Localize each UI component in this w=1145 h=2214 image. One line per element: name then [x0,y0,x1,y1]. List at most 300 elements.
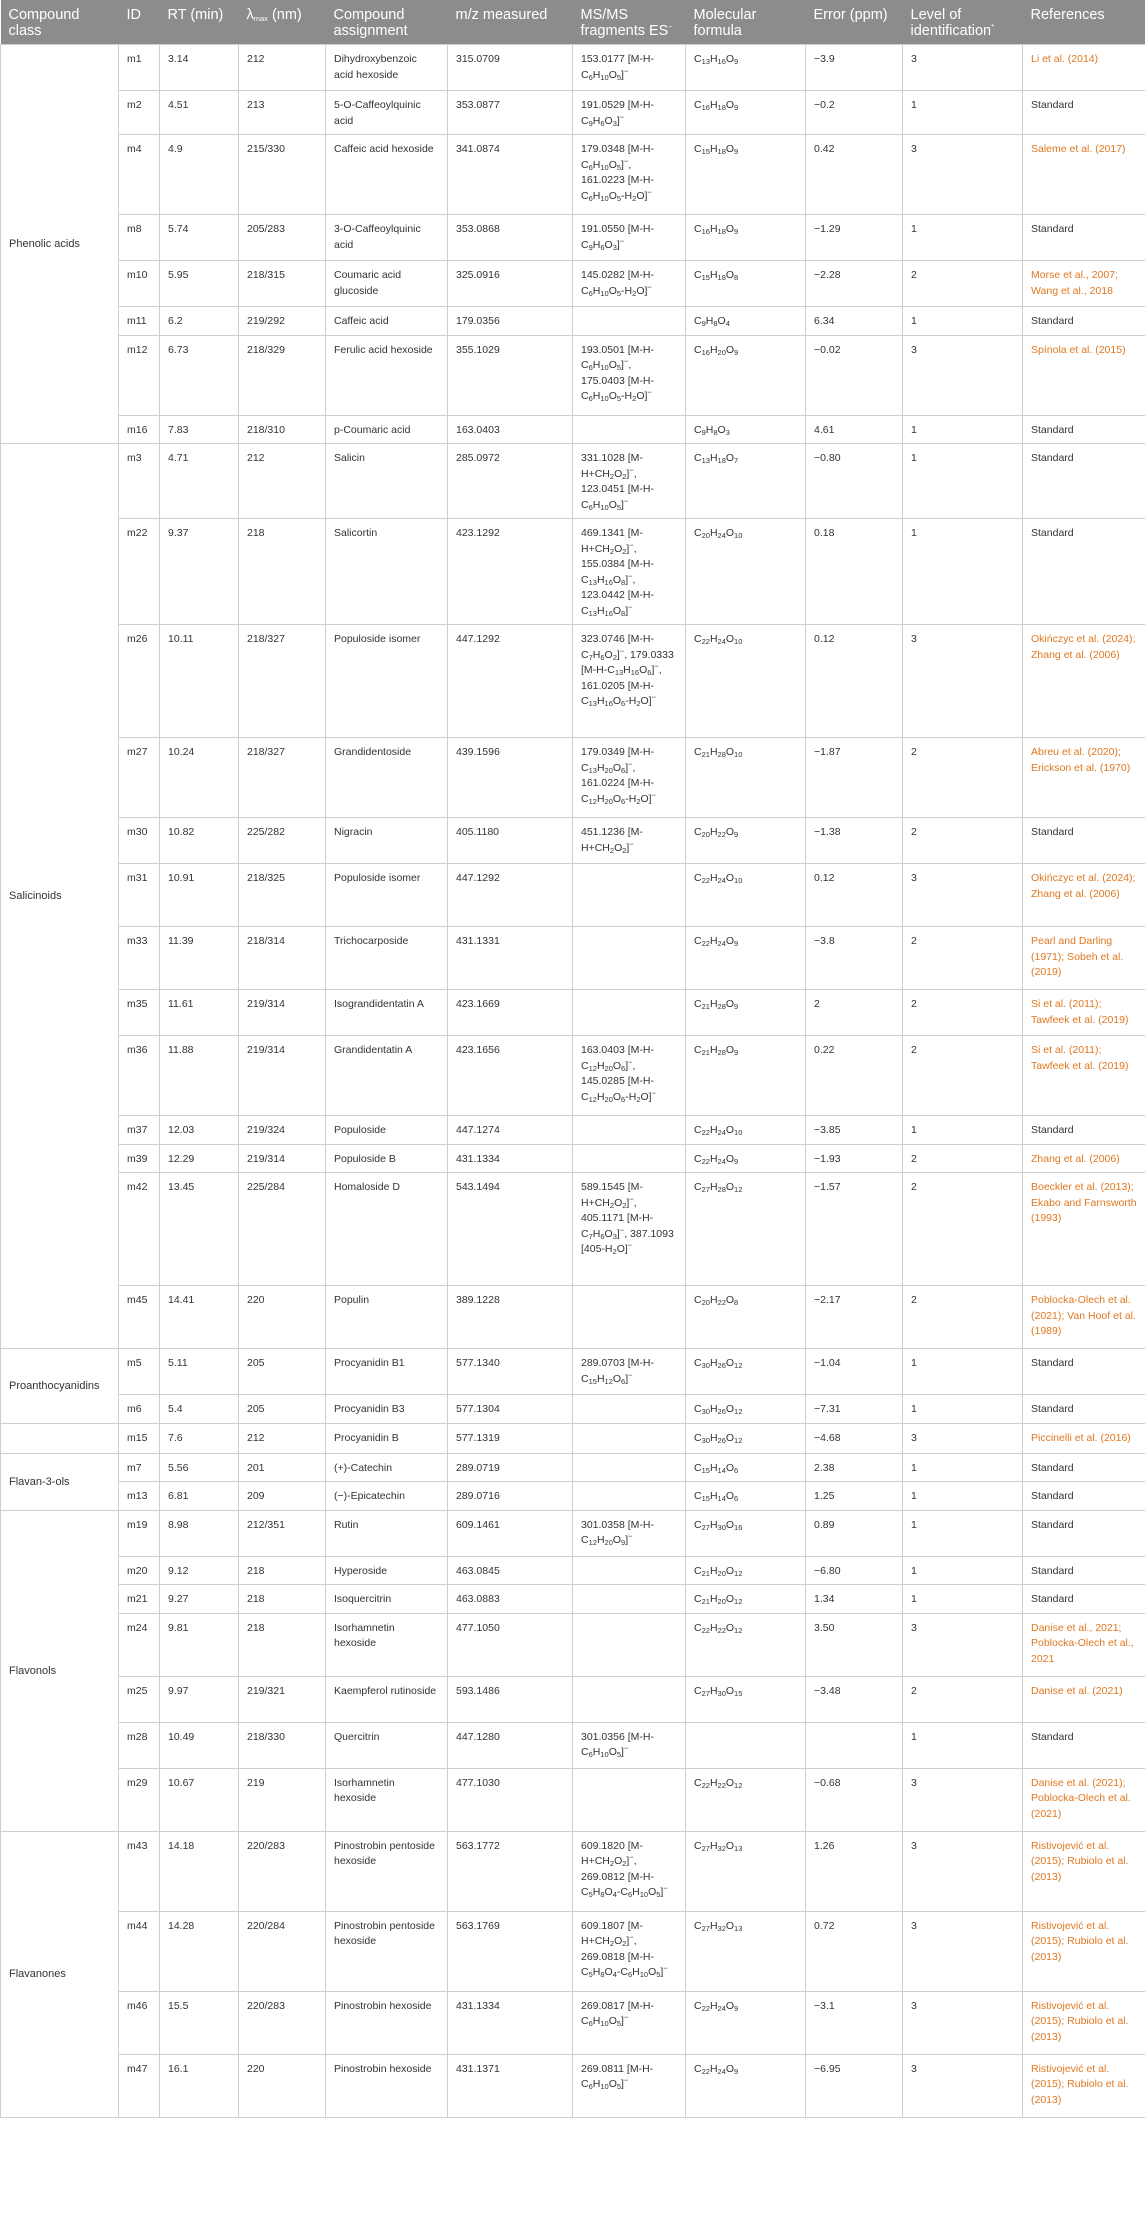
cell-msms-fragments [573,307,686,336]
cell-level: 2 [903,927,1023,990]
cell-id: m5 [119,1349,160,1395]
table-row [1,927,1145,990]
cell-id: m35 [119,990,160,1036]
cell-formula: $C_{22}H_{24}O_9$ [686,1991,806,2054]
cell-level: 3 [903,1613,1023,1676]
cell-id: m26 [119,625,160,738]
cell-lambda-max: 218 [239,1613,326,1676]
cell-reference: Li et al. (2014) [1023,45,1145,91]
cell-id: m2 [119,91,160,135]
cell-compound-class: Phenolic acids [1,45,119,444]
cell-reference: Danise et al. (2021) [1023,1676,1145,1722]
cell-error: −1.87 [806,738,903,818]
cell-reference: Standard [1023,1395,1145,1424]
cell-msms-fragments [573,1423,686,1453]
cell-rt: 6.2 [160,307,239,336]
cell-mz: 353.0868 [448,215,573,261]
cell-id: m21 [119,1585,160,1614]
table-row [1,335,1145,415]
cell-lambda-max: 212 [239,444,326,519]
cell-formula: $C_{22}H_{24}O_{10}$ [686,864,806,927]
cell-mz: 477.1050 [448,1613,573,1676]
cell-rt: 14.18 [160,1831,239,1911]
cell-mz: 355.1029 [448,335,573,415]
cell-assignment: Trichocarposide [326,927,448,990]
cell-lambda-max: 220 [239,2054,326,2117]
cell-lambda-max: 219 [239,1768,326,1831]
cell-reference: Okińczyc et al. (2024); Zhang et al. (2006) [1023,625,1145,738]
cell-mz: 463.0883 [448,1585,573,1614]
cell-id: m29 [119,1768,160,1831]
table-row [1,1173,1145,1286]
cell-formula: $C_{27}H_{30}O_{15}$ [686,1676,806,1722]
cell-reference: Pearl and Darling (1971); Sobeh et al. (2019) [1023,927,1145,990]
cell-assignment: (−)-Epicatechin [326,1482,448,1511]
table-row [1,444,1145,519]
cell-reference: Spínola et al. (2015) [1023,335,1145,415]
cell-error: −2.28 [806,261,903,307]
cell-msms-fragments: 289.0703 $[M-H-C_{15}H_{12}O_6]^-$ [573,1349,686,1395]
cell-assignment: Pinostrobin hexoside [326,2054,448,2117]
cell-mz: 543.1494 [448,1173,573,1286]
cell-assignment: Isograndidentatin A [326,990,448,1036]
cell-assignment: Procyanidin B [326,1423,448,1453]
cell-level: 1 [903,1585,1023,1614]
cell-id: m28 [119,1722,160,1768]
cell-reference: Si et al. (2011); Tawfeek et al. (2019) [1023,990,1145,1036]
cell-level: 3 [903,1991,1023,2054]
cell-rt: 11.39 [160,927,239,990]
cell-reference: Piccinelli et al. (2016) [1023,1423,1145,1453]
cell-id: m16 [119,415,160,444]
cell-msms-fragments [573,1144,686,1173]
cell-error: −7.31 [806,1395,903,1424]
cell-level: 1 [903,415,1023,444]
cell-mz: 463.0845 [448,1556,573,1585]
cell-rt: 10.49 [160,1722,239,1768]
table-row [1,818,1145,864]
cell-msms-fragments: 179.0349 $[M-H-C_{13}H_{20}O_6]^-$, 161.0224 $[M-H-C_{12}H_{20}O_6-H_2O]^-$ [573,738,686,818]
cell-id: m6 [119,1395,160,1424]
cell-rt: 12.03 [160,1116,239,1145]
cell-rt: 4.51 [160,91,239,135]
header-msms-fragments: MS/MS fragments ES− [573,0,686,45]
cell-mz: 423.1669 [448,990,573,1036]
cell-error: −1.29 [806,215,903,261]
cell-mz: 423.1656 [448,1036,573,1116]
cell-level: 1 [903,1722,1023,1768]
cell-lambda-max: 209 [239,1482,326,1511]
cell-error: −0.80 [806,444,903,519]
cell-formula: $C_{16}H_{18}O_9$ [686,91,806,135]
cell-msms-fragments [573,1482,686,1511]
cell-reference: Si et al. (2011); Tawfeek et al. (2019) [1023,1036,1145,1116]
cell-reference: Ristivojević et al. (2015); Rubiolo et al. (2013) [1023,2054,1145,2117]
cell-msms-fragments: 153.0177 $[M-H-C_6H_{10}O_5]^-$ [573,45,686,91]
cell-rt: 15.5 [160,1991,239,2054]
cell-assignment: Coumaric acid glucoside [326,261,448,307]
cell-id: m7 [119,1453,160,1482]
cell-error: 0.18 [806,519,903,625]
cell-assignment: Populoside B [326,1144,448,1173]
cell-compound-class: Flavonols [1,1510,119,1831]
cell-level: 1 [903,1453,1023,1482]
cell-assignment: Quercitrin [326,1722,448,1768]
cell-assignment: Homaloside D [326,1173,448,1286]
cell-mz: 447.1274 [448,1116,573,1145]
cell-error: 1.34 [806,1585,903,1614]
cell-msms-fragments: 301.0358 $[M-H-C_{12}H_{20}O_9]^-$ [573,1510,686,1556]
cell-lambda-max: 220 [239,1286,326,1349]
cell-level: 3 [903,1768,1023,1831]
cell-rt: 5.74 [160,215,239,261]
cell-lambda-max: 212/351 [239,1510,326,1556]
cell-level: 3 [903,135,1023,215]
cell-id: m4 [119,135,160,215]
cell-msms-fragments: 179.0348 $[M-H-C_6H_{10}O_5]^-$, 161.0223 $[M-H-C_6H_{10}O_5-H_2O]^-$ [573,135,686,215]
cell-assignment: Caffeic acid [326,307,448,336]
cell-rt: 6.73 [160,335,239,415]
cell-error: −0.02 [806,335,903,415]
cell-id: m12 [119,335,160,415]
cell-reference: Standard [1023,444,1145,519]
cell-id: m13 [119,1482,160,1511]
header-id: ID [119,0,160,45]
table-row [1,45,1145,91]
cell-assignment: 5-O-Caffeoylquinic acid [326,91,448,135]
cell-formula: $C_{15}H_{18}O_9$ [686,135,806,215]
cell-level: 1 [903,307,1023,336]
cell-formula: $C_{21}H_{28}O_9$ [686,990,806,1036]
cell-assignment: Populin [326,1286,448,1349]
cell-error: −1.57 [806,1173,903,1286]
cell-error: 6.34 [806,307,903,336]
cell-reference: Morse et al., 2007; Wang et al., 2018 [1023,261,1145,307]
header-mz-measured: m/z measured [448,0,573,45]
table-row [1,1349,1145,1395]
cell-lambda-max: 205 [239,1349,326,1395]
cell-rt: 8.98 [160,1510,239,1556]
cell-id: m37 [119,1116,160,1145]
cell-assignment: Salicortin [326,519,448,625]
cell-mz: 289.0716 [448,1482,573,1511]
cell-formula: $C_{13}H_{16}O_9$ [686,45,806,91]
cell-error: −4.68 [806,1423,903,1453]
cell-id: m31 [119,864,160,927]
cell-formula: $C_9H_8O_3$ [686,415,806,444]
cell-formula: $C_{21}H_{28}O_9$ [686,1036,806,1116]
cell-level: 2 [903,1676,1023,1722]
cell-error: 0.12 [806,864,903,927]
cell-error: 4.61 [806,415,903,444]
cell-level: 3 [903,2054,1023,2117]
cell-msms-fragments [573,990,686,1036]
cell-id: m36 [119,1036,160,1116]
cell-formula: $C_{30}H_{26}O_{12}$ [686,1423,806,1453]
cell-formula: $C_{21}H_{28}O_{10}$ [686,738,806,818]
table-body [1,45,1145,2118]
cell-reference: Standard [1023,1585,1145,1614]
cell-assignment: Grandidentatin A [326,1036,448,1116]
cell-lambda-max: 218/327 [239,625,326,738]
cell-mz: 353.0877 [448,91,573,135]
cell-lambda-max: 225/284 [239,1173,326,1286]
cell-error: −3.9 [806,45,903,91]
cell-rt: 9.37 [160,519,239,625]
cell-level: 2 [903,1144,1023,1173]
table-row [1,1768,1145,1831]
cell-level: 1 [903,1349,1023,1395]
cell-lambda-max: 218/315 [239,261,326,307]
cell-id: m24 [119,1613,160,1676]
cell-mz: 431.1371 [448,2054,573,2117]
cell-error: −0.2 [806,91,903,135]
table-row [1,1286,1145,1349]
cell-msms-fragments: 269.0811 $[M-H-C_6H_{10}O_5]^-$ [573,2054,686,2117]
cell-msms-fragments: 589.1545 $[M-H+CH_2O_2]^-$, 405.1171 $[M-H-C_7H_6O_3]^-$, 387.1093 $[405-H_2O]^-$ [573,1173,686,1286]
table-row [1,625,1145,738]
cell-assignment: Isorhamnetin hexoside [326,1768,448,1831]
cell-rt: 9.27 [160,1585,239,1614]
cell-compound-class: Proanthocyanidins [1,1349,119,1424]
table-row [1,1144,1145,1173]
cell-mz: 447.1292 [448,625,573,738]
cell-mz: 405.1180 [448,818,573,864]
cell-formula: $C_{15}H_{18}O_8$ [686,261,806,307]
cell-rt: 5.4 [160,1395,239,1424]
header-lambda-max: $\lambda_{max}$ (nm) [239,0,326,45]
cell-id: m27 [119,738,160,818]
table-row [1,1036,1145,1116]
cell-error: −6.80 [806,1556,903,1585]
cell-formula: $C_{22}H_{24}O_{10}$ [686,625,806,738]
cell-lambda-max: 219/314 [239,990,326,1036]
cell-msms-fragments [573,1585,686,1614]
cell-formula: $C_{22}H_{24}O_9$ [686,2054,806,2117]
cell-msms-fragments: 451.1236 $[M-H+CH_2O_2]^-$ [573,818,686,864]
cell-assignment: Grandidentoside [326,738,448,818]
cell-reference: Ristivojević et al. (2015); Rubiolo et al. (2013) [1023,1831,1145,1911]
cell-mz: 389.1228 [448,1286,573,1349]
cell-mz: 447.1292 [448,864,573,927]
cell-rt: 12.29 [160,1144,239,1173]
cell-level: 2 [903,1036,1023,1116]
cell-id: m15 [119,1423,160,1453]
cell-level: 3 [903,1423,1023,1453]
cell-assignment: Kaempferol rutinoside [326,1676,448,1722]
cell-id: m47 [119,2054,160,2117]
cell-rt: 10.24 [160,738,239,818]
cell-level: 1 [903,1395,1023,1424]
cell-id: m1 [119,45,160,91]
cell-rt: 10.67 [160,1768,239,1831]
cell-lambda-max: 220/284 [239,1911,326,1991]
cell-reference: Standard [1023,1453,1145,1482]
cell-lambda-max: 212 [239,45,326,91]
cell-level: 2 [903,818,1023,864]
header-compound-class: Compound class [1,0,119,45]
cell-mz: 325.0916 [448,261,573,307]
cell-rt: 5.11 [160,1349,239,1395]
cell-error: −6.95 [806,2054,903,2117]
table-row [1,307,1145,336]
cell-error: −3.1 [806,1991,903,2054]
cell-msms-fragments [573,415,686,444]
cell-formula: $C_{20}H_{22}O_9$ [686,818,806,864]
cell-level: 3 [903,864,1023,927]
cell-rt: 4.9 [160,135,239,215]
table-row [1,1991,1145,2054]
cell-compound-class: Salicinoids [1,444,119,1349]
cell-lambda-max: 219/314 [239,1036,326,1116]
cell-formula: $C_{27}H_{28}O_{12}$ [686,1173,806,1286]
cell-msms-fragments [573,1613,686,1676]
table-row [1,1423,1145,1453]
header-compound-assignment: Compound assignment [326,0,448,45]
cell-compound-class: Flavanones [1,1831,119,2117]
cell-formula: $C_{20}H_{22}O_8$ [686,1286,806,1349]
cell-error: −0.68 [806,1768,903,1831]
cell-assignment: p-Coumaric acid [326,415,448,444]
cell-error: 0.12 [806,625,903,738]
cell-rt: 3.14 [160,45,239,91]
cell-reference: Standard [1023,1722,1145,1768]
cell-level: 1 [903,444,1023,519]
header-rt: RT (min) [160,0,239,45]
cell-assignment: Hyperoside [326,1556,448,1585]
table-row [1,261,1145,307]
table-row [1,1911,1145,1991]
cell-msms-fragments [573,1676,686,1722]
table-row [1,738,1145,818]
cell-lambda-max: 218 [239,1556,326,1585]
cell-error [806,1722,903,1768]
cell-level: 3 [903,1831,1023,1911]
cell-level: 2 [903,1173,1023,1286]
table-row [1,1613,1145,1676]
cell-lambda-max: 219/292 [239,307,326,336]
table-row [1,1453,1145,1482]
cell-id: m22 [119,519,160,625]
cell-assignment: Populoside [326,1116,448,1145]
cell-mz: 431.1331 [448,927,573,990]
cell-reference: Standard [1023,1556,1145,1585]
cell-assignment: Populoside isomer [326,864,448,927]
cell-rt: 9.97 [160,1676,239,1722]
cell-lambda-max: 218/329 [239,335,326,415]
cell-mz: 439.1596 [448,738,573,818]
cell-error: 2 [806,990,903,1036]
cell-msms-fragments: 269.0817 $[M-H-C_6H_{10}O_5]^-$ [573,1991,686,2054]
cell-rt: 9.12 [160,1556,239,1585]
cell-formula: $C_{15}H_{14}O_6$ [686,1482,806,1511]
cell-error: −3.8 [806,927,903,990]
cell-lambda-max: 218/325 [239,864,326,927]
cell-id: m44 [119,1911,160,1991]
cell-formula [686,1722,806,1768]
cell-reference: Standard [1023,307,1145,336]
cell-error: 0.72 [806,1911,903,1991]
cell-error: 1.26 [806,1831,903,1911]
cell-lambda-max: 220/283 [239,1831,326,1911]
cell-rt: 14.41 [160,1286,239,1349]
table-row [1,415,1145,444]
cell-error: 0.42 [806,135,903,215]
table-row [1,1831,1145,1911]
cell-mz: 593.1486 [448,1676,573,1722]
cell-assignment: Procyanidin B1 [326,1349,448,1395]
cell-mz: 289.0719 [448,1453,573,1482]
cell-id: m11 [119,307,160,336]
cell-id: m45 [119,1286,160,1349]
cell-reference: Okińczyc et al. (2024); Zhang et al. (2006) [1023,864,1145,927]
cell-id: m42 [119,1173,160,1286]
table-row [1,1510,1145,1556]
cell-id: m3 [119,444,160,519]
cell-assignment: Procyanidin B3 [326,1395,448,1424]
cell-msms-fragments [573,1116,686,1145]
cell-lambda-max: 218/314 [239,927,326,990]
cell-assignment: Pinostrobin pentoside hexoside [326,1831,448,1911]
cell-level: 3 [903,335,1023,415]
cell-assignment: Isorhamnetin hexoside [326,1613,448,1676]
cell-rt: 9.81 [160,1613,239,1676]
cell-mz: 163.0403 [448,415,573,444]
cell-formula: $C_{20}H_{24}O_{10}$ [686,519,806,625]
cell-formula: $C_{22}H_{22}O_{12}$ [686,1768,806,1831]
cell-reference: Saleme et al. (2017) [1023,135,1145,215]
cell-error: −1.38 [806,818,903,864]
cell-lambda-max: 218 [239,519,326,625]
cell-lambda-max: 212 [239,1423,326,1453]
cell-formula: $C_{22}H_{24}O_9$ [686,1144,806,1173]
cell-msms-fragments: 163.0403 $[M-H-C_{12}H_{20}O_6]^-$, 145.0285 $[M-H-C_{12}H_{20}O_6-H_2O]^-$ [573,1036,686,1116]
table-row [1,2054,1145,2117]
table-row [1,91,1145,135]
cell-lambda-max: 220/283 [239,1991,326,2054]
cell-mz: 285.0972 [448,444,573,519]
cell-lambda-max: 219/324 [239,1116,326,1145]
cell-mz: 423.1292 [448,519,573,625]
cell-lambda-max: 218 [239,1585,326,1614]
cell-assignment: 3-O-Caffeoylquinic acid [326,215,448,261]
cell-error: 3.50 [806,1613,903,1676]
cell-error: −2.17 [806,1286,903,1349]
cell-assignment: (+)-Catechin [326,1453,448,1482]
cell-reference: Ristivojević et al. (2015); Rubiolo et al. (2013) [1023,1991,1145,2054]
cell-msms-fragments [573,927,686,990]
cell-msms-fragments: 301.0356 $[M-H-C_6H_{10}O_5]^-$ [573,1722,686,1768]
table-row [1,1116,1145,1145]
cell-msms-fragments: 193.0501 $[M-H-C_6H_{10}O_5]^-$, 175.0403 $[M-H-C_6H_{10}O_5-H_2O]^-$ [573,335,686,415]
cell-reference: Standard [1023,1349,1145,1395]
cell-lambda-max: 201 [239,1453,326,1482]
cell-formula: $C_{15}H_{14}O_6$ [686,1453,806,1482]
table-row [1,990,1145,1036]
header-references: References [1023,0,1145,45]
cell-rt: 16.1 [160,2054,239,2117]
cell-lambda-max: 219/314 [239,1144,326,1173]
cell-lambda-max: 215/330 [239,135,326,215]
cell-rt: 5.95 [160,261,239,307]
cell-msms-fragments: 609.1820 $[M-H+CH_2O_2]^-$, 269.0812 $[M-H-C_5H_8O_4-C_6H_{10}O_5]^-$ [573,1831,686,1911]
cell-formula: $C_{16}H_{20}O_9$ [686,335,806,415]
cell-reference: Zhang et al. (2006) [1023,1144,1145,1173]
cell-error: 2.38 [806,1453,903,1482]
cell-reference: Standard [1023,1510,1145,1556]
cell-formula: $C_{16}H_{18}O_9$ [686,215,806,261]
cell-reference: Standard [1023,1482,1145,1511]
